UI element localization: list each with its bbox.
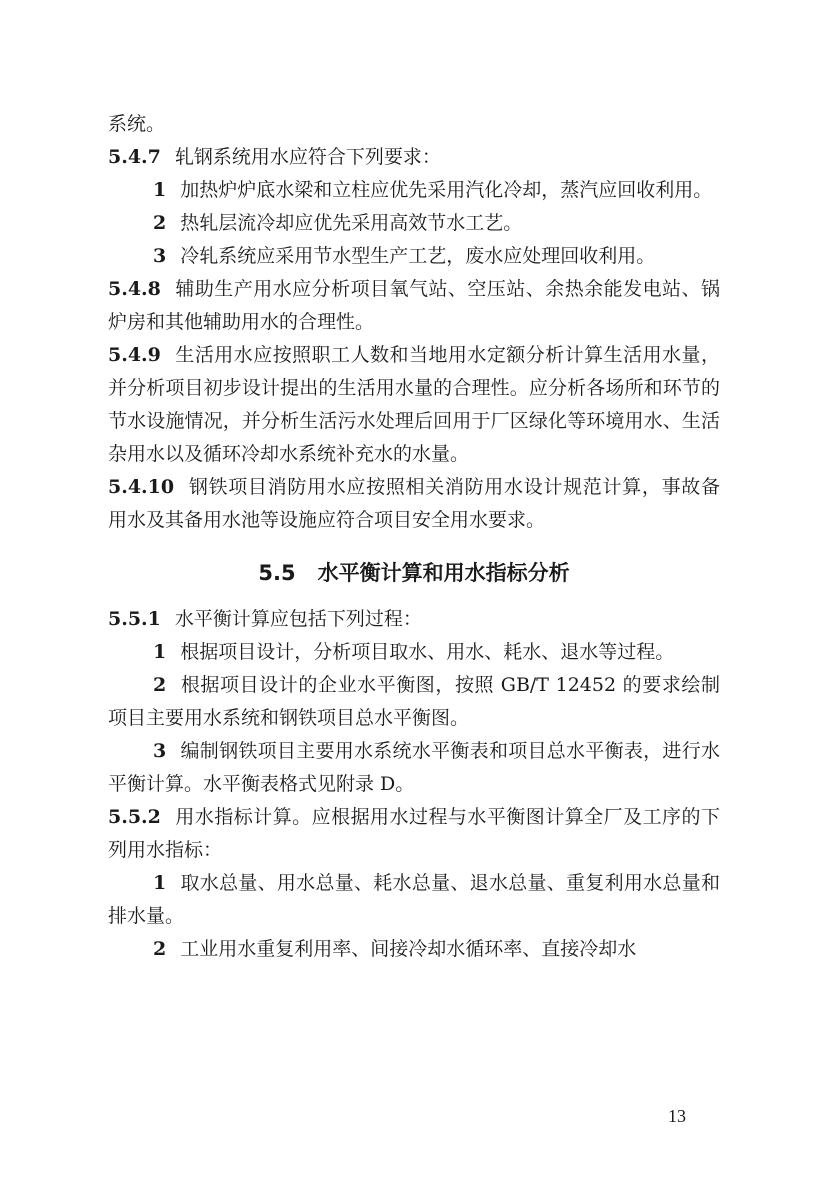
clause-text: 用水指标计算。应根据用水过程与水平衡图计算全厂及工序的下列用水指标： — [108, 806, 720, 861]
clause-5-4-10 — [108, 471, 720, 537]
item-5-5-2-1 — [108, 867, 720, 933]
item-text: 冷轧系统应采用节水型生产工艺，废水应处理回收利用。 — [180, 245, 656, 267]
clause-number: 5.4.7 — [108, 146, 161, 168]
item-5-5-1-2 — [108, 669, 720, 735]
item-text: 工业用水重复利用率、间接冷却水循环率、直接冷却水 — [180, 938, 637, 960]
item-number: 1 — [153, 179, 167, 201]
clause-text: 钢铁项目消防用水应按照相关消防用水设计规范计算，事故备用水及其备用水池等设施应符合项目安全用水要求。 — [108, 476, 720, 531]
clause-number: 5.5.2 — [108, 806, 161, 828]
clause-5-4-7 — [108, 141, 720, 174]
item-5-5-1-3 — [108, 735, 720, 801]
item-5-4-7-1 — [108, 174, 720, 207]
clause-5-5-2 — [108, 801, 720, 867]
item-number: 3 — [153, 740, 167, 762]
item-text: 根据项目设计，分析项目取水、用水、耗水、退水等过程。 — [180, 641, 675, 663]
section-number: 5.5 — [258, 561, 296, 585]
item-number: 2 — [153, 938, 167, 960]
clause-text: 轧钢系统用水应符合下列要求： — [174, 146, 441, 168]
section-title: 水平衡计算和用水指标分析 — [317, 561, 570, 585]
clause-5-5-1 — [108, 603, 720, 636]
item-number: 1 — [153, 872, 167, 894]
clause-text: 生活用水应按照职工人数和当地用水定额分析计算生活用水量，并分析项目初步设计提出的生活用水量的合理性。应分析各场所和环节的节水设施情况，并分析生活污水处理后回用于厂区绿化等环境用水、生活杂用水以及循环冷却水系统补充水的水量。 — [108, 344, 720, 465]
clause-number: 5.4.10 — [108, 476, 175, 498]
clause-text: 水平衡计算应包括下列过程： — [174, 608, 422, 630]
item-text: 编制钢铁项目主要用水系统水平衡表和项目总水平衡表，进行水平衡计算。水平衡表格式见附录 D。 — [108, 740, 720, 795]
item-text: 取水总量、用水总量、耗水总量、退水总量、重复利用水总量和排水量。 — [108, 872, 720, 927]
clause-text: 辅助生产用水应分析项目氧气站、空压站、余热余能发电站、锅炉房和其他辅助用水的合理性。 — [108, 278, 720, 333]
item-5-5-1-1 — [108, 636, 720, 669]
section-heading — [108, 555, 720, 591]
text: 系统。 — [108, 113, 166, 135]
clause-number: 5.5.1 — [108, 608, 161, 630]
item-number: 2 — [153, 212, 167, 234]
clause-5-4-8 — [108, 273, 720, 339]
item-5-5-2-2 — [108, 933, 720, 966]
document-body — [108, 108, 720, 966]
page-number: 13 — [668, 1106, 686, 1126]
paragraph-continuation — [108, 108, 720, 141]
item-text: 加热炉炉底水梁和立柱应优先采用汽化冷却，蒸汽应回收利用。 — [180, 179, 713, 201]
clause-number: 5.4.9 — [108, 344, 161, 366]
clause-5-4-9 — [108, 339, 720, 471]
item-text: 热轧层流冷却应优先采用高效节水工艺。 — [180, 212, 523, 234]
item-5-4-7-3 — [108, 240, 720, 273]
item-number: 1 — [153, 641, 167, 663]
clause-number: 5.4.8 — [108, 278, 161, 300]
item-number: 3 — [153, 245, 167, 267]
item-number: 2 — [153, 674, 167, 696]
item-text: 根据项目设计的企业水平衡图，按照 GB/T 12452 的要求绘制项目主要用水系统和钢铁项目总水平衡图。 — [108, 674, 720, 729]
item-5-4-7-2 — [108, 207, 720, 240]
